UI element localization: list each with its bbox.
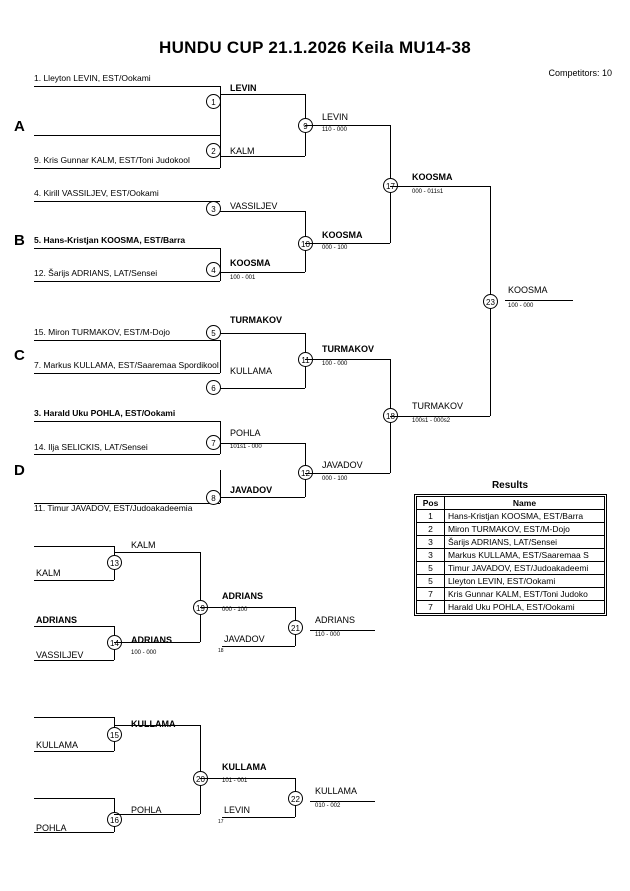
bracket-line (220, 388, 305, 389)
result-pos: 7 (417, 588, 445, 601)
bracket-line (34, 135, 220, 136)
result-name: Šarijs ADRIANS, LAT/Sensei (445, 536, 605, 549)
bracket-line (34, 798, 114, 799)
bracket-line (34, 168, 220, 169)
bracket-line (222, 646, 295, 647)
bracket-line (200, 607, 295, 608)
bout-winner-10: KOOSMA (322, 230, 363, 240)
bout-number-23: 23 (483, 294, 498, 309)
bracket-line (220, 333, 305, 334)
bracket-line (34, 503, 220, 504)
repechage-entrant: VASSILJEV (36, 650, 84, 660)
bout-feed-21: JAVADOV (224, 634, 265, 644)
bracket-line (34, 373, 220, 374)
result-name: Harald Uku POHLA, EST/Ookami (445, 601, 605, 614)
entrant-name: 7. Markus KULLAMA, EST/Saaremaa Spordikool (34, 360, 219, 370)
bracket-line (114, 725, 200, 726)
bracket-line (34, 751, 114, 752)
bout-winner-3: VASSILJEV (230, 201, 278, 211)
bout-score-14: 100 - 000 (131, 650, 157, 656)
bracket-line (305, 359, 390, 360)
bout-score-20: 101 - 001 (222, 778, 248, 784)
bout-winner-8: JAVADOV (230, 485, 273, 495)
bout-score-11: 100 - 000 (322, 361, 348, 367)
bout-number-7: 7 (206, 435, 221, 450)
bout-winner-21: ADRIANS (315, 615, 356, 625)
bracket-line (200, 725, 201, 814)
bout-winner-19: ADRIANS (222, 591, 264, 601)
bout-winner-13: KALM (131, 540, 156, 550)
bout-number-1: 1 (206, 94, 221, 109)
entrant-name: 15. Miron TURMAKOV, EST/M-Dojo (34, 327, 171, 337)
entrant-name: 11. Timur JAVADOV, EST/Judoakadeemia (34, 503, 193, 513)
results-col-name: Name (445, 497, 605, 510)
repechage-entrant: POHLA (36, 823, 67, 833)
bracket-line (34, 626, 114, 627)
bracket-line (114, 642, 200, 643)
bracket-line (34, 421, 220, 422)
table-row (417, 601, 605, 614)
result-name: Markus KULLAMA, EST/Saaremaa S (445, 549, 605, 562)
result-name: Lleyton LEVIN, EST/Ookami (445, 575, 605, 588)
bracket-line (220, 211, 305, 212)
bracket-line (305, 125, 390, 126)
bracket-line (310, 801, 375, 802)
bracket-line (114, 814, 200, 815)
repechage-entrant: KULLAMA (36, 740, 79, 750)
table-row (417, 549, 605, 562)
bracket-line (34, 580, 114, 581)
repechage-entrant: KALM (36, 568, 61, 578)
bracket-line (34, 201, 220, 202)
result-name: Kris Gunnar KALM, EST/Toni Judoko (445, 588, 605, 601)
bout-winner-9: LEVIN (322, 112, 349, 122)
bracket-line (34, 86, 220, 87)
result-pos: 3 (417, 536, 445, 549)
bout-number-18: 18 (383, 408, 398, 423)
bracket-line (390, 186, 490, 187)
table-row (417, 523, 605, 536)
repechage-entrant: ADRIANS (36, 615, 78, 625)
bracket-line (220, 156, 305, 157)
entrant-name: 5. Hans-Kristjan KOOSMA, EST/Barra (34, 235, 186, 245)
bracket-line (34, 340, 220, 341)
bracket-line (220, 340, 221, 373)
bout-number-13: 13 (107, 555, 122, 570)
result-pos: 1 (417, 510, 445, 523)
bracket-line (200, 552, 201, 642)
bracket-line (305, 473, 390, 474)
table-row (417, 575, 605, 588)
bout-number-4: 4 (206, 262, 221, 277)
entrant-name: 9. Kris Gunnar KALM, EST/Toni Judokool (34, 155, 190, 165)
table-row (417, 588, 605, 601)
bout-score-22: 010 - 002 (315, 803, 341, 809)
bout-winner-23: KOOSMA (508, 285, 548, 295)
bout-score-17: 000 - 011s1 (412, 189, 444, 195)
bout-winner-1: LEVIN (230, 83, 257, 93)
bout-score-7: 101s1 - 000 (230, 444, 262, 450)
bout-feed-note-19: 18 (218, 648, 224, 654)
bout-score-19: 000 - 100 (222, 607, 248, 613)
bout-number-10: 10 (298, 236, 313, 251)
bracket-line (34, 248, 220, 249)
entrant-name: 12. Šarijs ADRIANS, LAT/Sensei (34, 268, 158, 278)
result-name: Timur JAVADOV, EST/Judoakadeemi (445, 562, 605, 575)
bout-score-10: 000 - 100 (322, 245, 348, 251)
result-name: Miron TURMAKOV, EST/M-Dojo (445, 523, 605, 536)
bout-score-23: 100 - 000 (508, 303, 534, 309)
bout-winner-22: KULLAMA (315, 786, 358, 796)
entrant-name: 1. Lleyton LEVIN, EST/Ookami (34, 73, 151, 83)
group-label-a: A (14, 118, 25, 135)
bout-number-12: 12 (298, 465, 313, 480)
bracket-line (390, 416, 490, 417)
bracket-line (34, 454, 220, 455)
bout-score-4: 100 - 001 (230, 275, 256, 281)
results-col-pos: Pos (417, 497, 445, 510)
bout-number-11: 11 (298, 352, 313, 367)
entrant-name: 4. Kirill VASSILJEV, EST/Ookami (34, 188, 159, 198)
bracket-line (220, 443, 305, 444)
bracket-line (220, 248, 221, 281)
bout-number-6: 6 (206, 380, 221, 395)
bout-number-22: 22 (288, 791, 303, 806)
bout-score-18: 100s1 - 000s2 (412, 418, 451, 424)
results-table (416, 496, 605, 614)
bout-number-3: 3 (206, 201, 221, 216)
bout-winner-12: JAVADOV (322, 460, 363, 470)
bout-score-12: 000 - 100 (322, 476, 348, 482)
bracket-line (200, 778, 295, 779)
bout-winner-17: KOOSMA (412, 172, 453, 182)
result-name: Hans-Kristjan KOOSMA, EST/Barra (445, 510, 605, 523)
entrant-name: 14. Ilja SELICKIS, LAT/Sensei (34, 442, 148, 452)
bout-feed-note-20: 17 (218, 819, 224, 825)
bout-winner-14: ADRIANS (131, 635, 173, 645)
bout-winner-7: POHLA (230, 428, 261, 438)
group-label-b: B (14, 232, 25, 249)
competitors-count: Competitors: 10 (548, 68, 612, 78)
bracket-line (34, 546, 114, 547)
bout-winner-16: POHLA (131, 805, 162, 815)
bout-score-9: 110 - 000 (322, 127, 347, 133)
bracket-line (305, 243, 390, 244)
bracket-line (220, 94, 305, 95)
bout-winner-15: KULLAMA (131, 719, 176, 729)
bout-number-9: 9 (298, 118, 313, 133)
bout-winner-20: KULLAMA (222, 762, 267, 772)
bout-number-20: 20 (193, 771, 208, 786)
bout-winner-4: KOOSMA (230, 258, 271, 268)
bout-winner-5: TURMAKOV (230, 315, 282, 325)
bout-winner-11: TURMAKOV (322, 344, 374, 354)
table-row (417, 510, 605, 523)
bout-score-21: 110 - 000 (315, 632, 340, 638)
result-pos: 2 (417, 523, 445, 536)
page-title: HUNDU CUP 21.1.2026 Keila MU14-38 (159, 38, 471, 57)
group-label-c: C (14, 347, 25, 364)
bracket-line (114, 552, 200, 553)
bracket-line (34, 281, 220, 282)
results-table-container (414, 494, 607, 616)
bracket-line (310, 630, 375, 631)
bout-number-14: 14 (107, 635, 122, 650)
bout-number-15: 15 (107, 727, 122, 742)
bracket-line (34, 717, 114, 718)
entrant-name: 3. Harald Uku POHLA, EST/Ookami (34, 408, 176, 418)
bout-feed-22: LEVIN (224, 805, 251, 815)
result-pos: 3 (417, 549, 445, 562)
bout-number-2: 2 (206, 143, 221, 158)
group-label-d: D (14, 462, 25, 479)
bout-number-19: 19 (193, 600, 208, 615)
table-row (417, 536, 605, 549)
bracket-line (220, 421, 221, 454)
results-title: Results (491, 480, 529, 491)
table-row (417, 562, 605, 575)
bout-number-5: 5 (206, 325, 221, 340)
bout-winner-6: KULLAMA (230, 366, 273, 376)
bout-number-16: 16 (107, 812, 122, 827)
bracket-line (220, 497, 305, 498)
bracket-line (222, 817, 295, 818)
bracket-line (220, 272, 305, 273)
result-pos: 7 (417, 601, 445, 614)
bout-winner-18: TURMAKOV (412, 401, 464, 411)
results-header-row (417, 497, 605, 510)
bout-number-17: 17 (383, 178, 398, 193)
bout-number-21: 21 (288, 620, 303, 635)
result-pos: 5 (417, 562, 445, 575)
bracket-line (34, 660, 114, 661)
result-pos: 5 (417, 575, 445, 588)
bout-winner-2: KALM (230, 146, 255, 156)
bracket-line (505, 300, 573, 301)
bout-number-8: 8 (206, 490, 221, 505)
